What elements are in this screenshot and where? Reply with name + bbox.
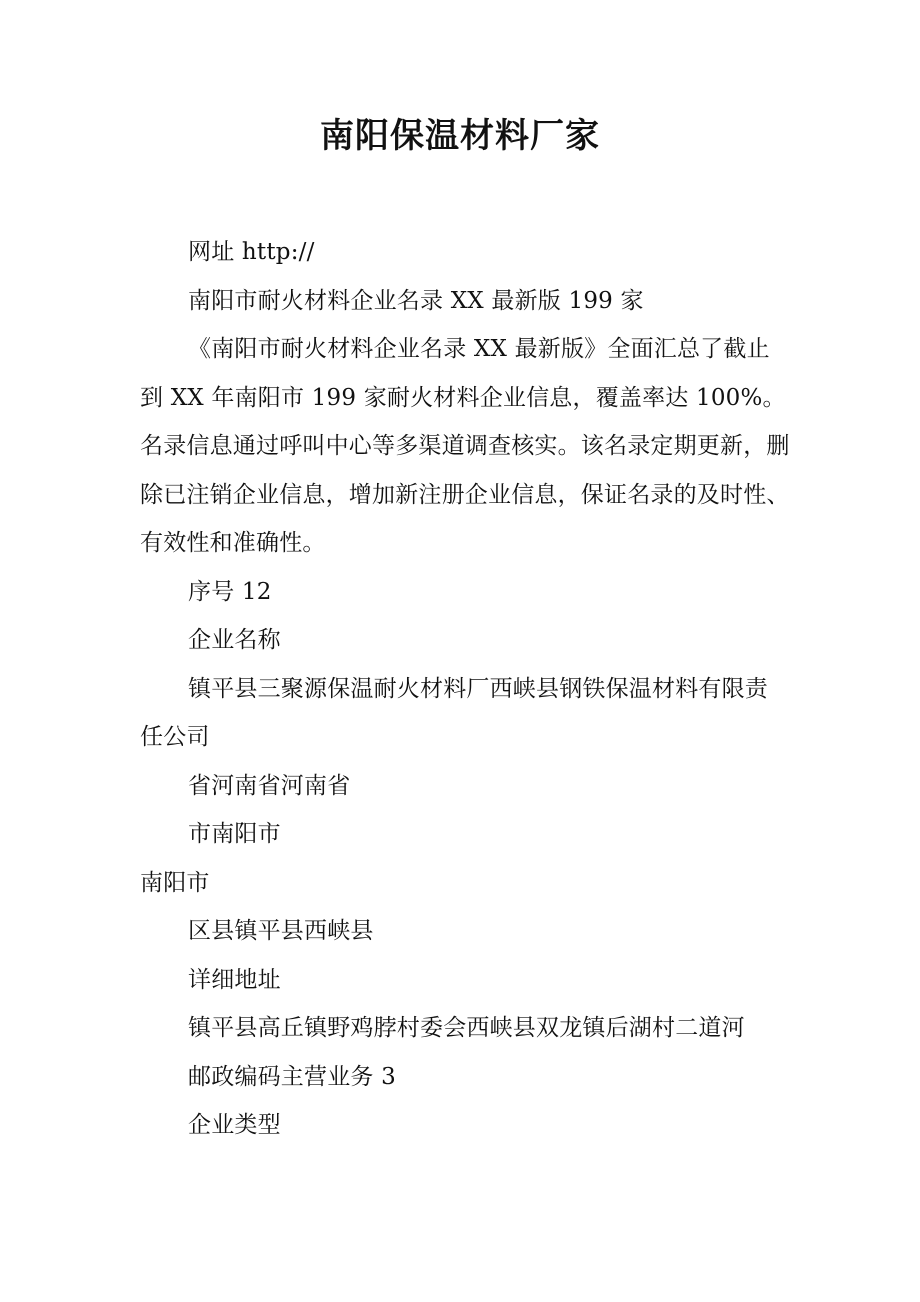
paragraph-address: 镇平县高丘镇野鸡脖村委会西峡县双龙镇后湖村二道河: [188, 1015, 745, 1041]
paragraph-county: 区县镇平县西峡县: [188, 918, 374, 944]
paragraph-serial-number: 序号 12: [188, 578, 272, 605]
paragraph-directory-heading: 南阳市耐火材料企业名录 XX 最新版 199 家: [188, 287, 644, 314]
paragraph-city-value: 南阳市: [140, 869, 210, 896]
paragraph-province: 省河南省河南省: [188, 772, 351, 799]
document-title: 南阳保温材料厂家: [320, 116, 600, 156]
paragraph-postcode-business: 邮政编码主营业务 3: [188, 1063, 396, 1090]
paragraph-company-names: 镇平县三聚源保温耐火材料厂西峡县钢铁保温材料有限责任公司: [140, 675, 768, 750]
paragraph-city: 市南阳市: [188, 821, 281, 847]
paragraph-directory-description: 《南阳市耐火材料企业名录 XX 最新版》全面汇总了截止到 XX 年南阳市 199 家耐火材料企业信息，覆盖率达 100%。名录信息通过呼叫中心等多渠道调查核实。该名录定期更新，删除已注销企业信息，增加新注册企业信息，保证名录的及时性、有效性和准确性。: [140, 336, 790, 556]
paragraph-company-type: 企业类型: [188, 1112, 281, 1138]
document-body: [140, 228, 790, 1150]
paragraph-website: 网址 http://: [188, 239, 315, 265]
paragraph-address-label: 详细地址: [188, 966, 281, 993]
paragraph-company-name-label: 企业名称: [188, 627, 281, 653]
